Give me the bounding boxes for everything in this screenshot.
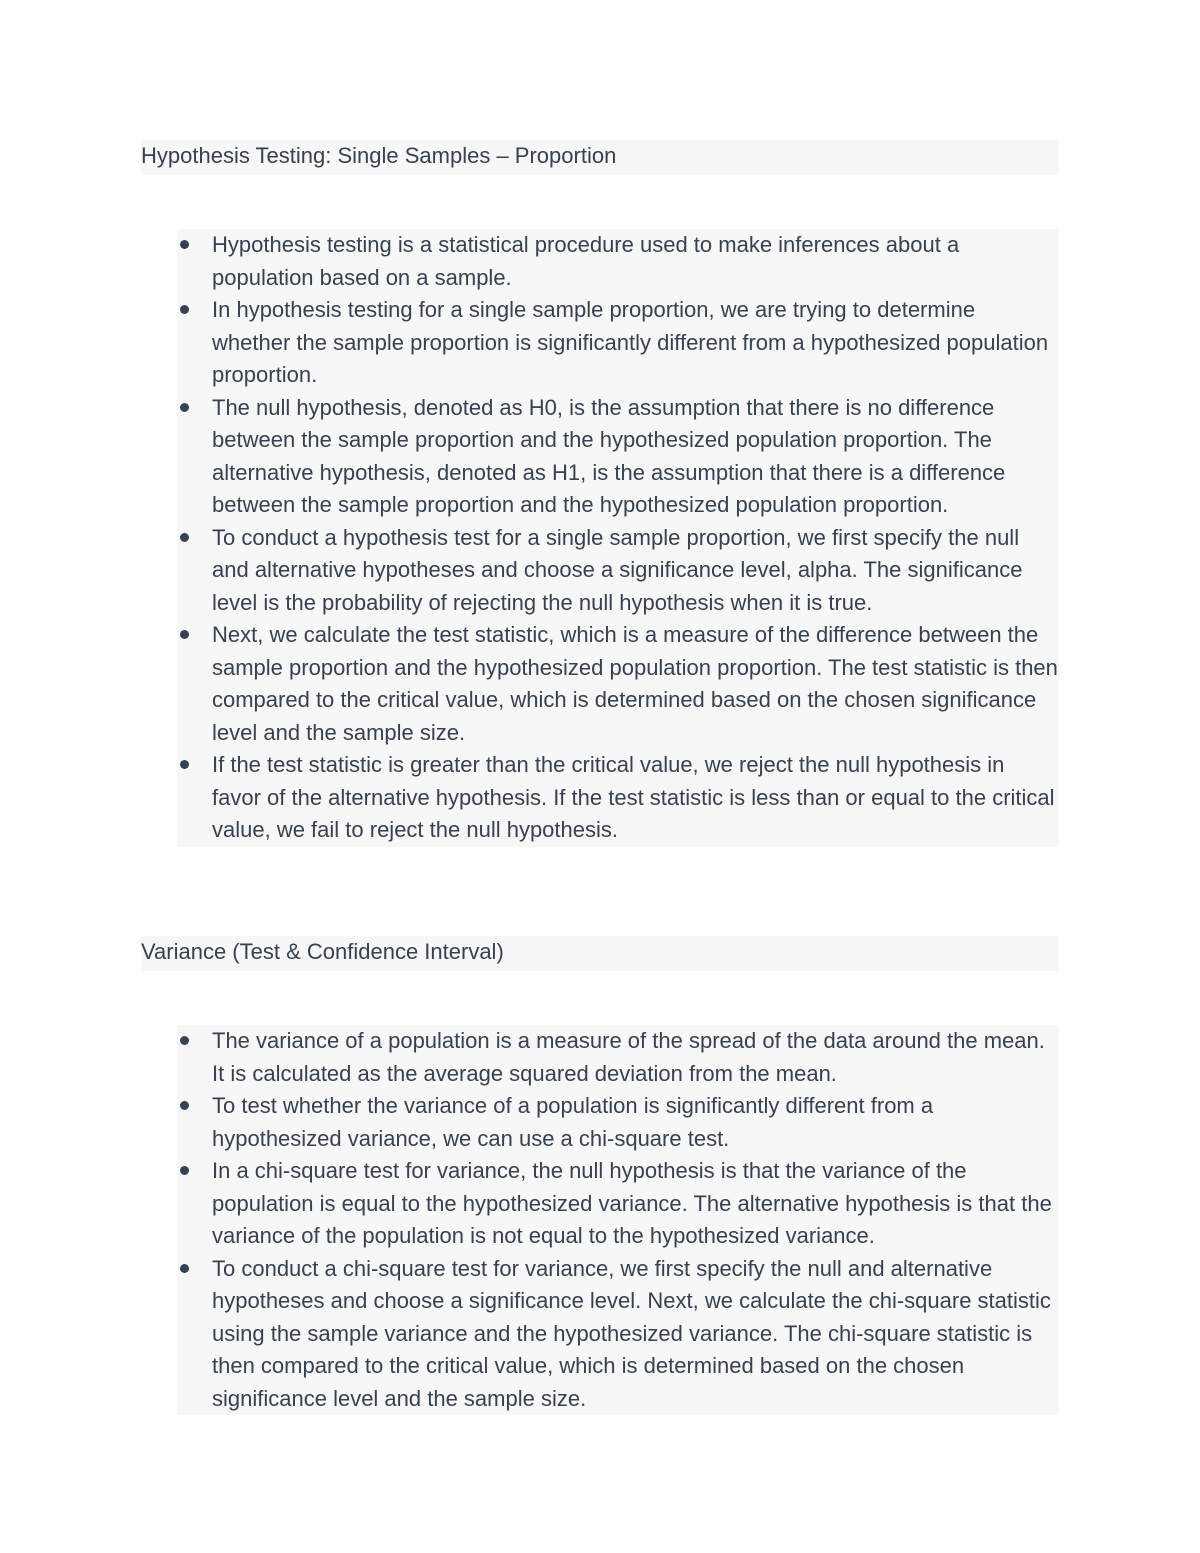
list-item [177, 749, 1059, 847]
bullet-dot-icon [180, 630, 189, 639]
bullet-dot-icon [180, 1036, 189, 1045]
bullet-list-proportion [177, 229, 1059, 847]
bullet-dot-icon [180, 533, 189, 542]
section-heading-variance: Variance (Test & Confidence Interval) [141, 936, 1059, 971]
bullet-dot-icon [180, 760, 189, 769]
list-item [177, 392, 1059, 522]
bullet-dot-icon [180, 1264, 189, 1273]
list-item-text: Next, we calculate the test statistic, which is a measure of the difference between the sample proportion and the hypothesized population proportion. The test statistic is then compared to the critical value, which is determined based on the chosen significance level and the sample size. [212, 622, 1058, 745]
list-item-text: To conduct a chi-square test for variance, we first specify the null and alternative hypotheses and choose a significance level. Next, we calculate the chi-square statistic using the sample variance and the hypothesized variance. The chi-square statistic is then compared to the critical value, which is determined based on the chosen significance level and the sample size. [212, 1255, 1051, 1411]
bullet-dot-icon [180, 1166, 189, 1175]
list-item [177, 619, 1059, 749]
list-item-text: In hypothesis testing for a single sample proportion, we are trying to determine whether the sample proportion is significantly different from a hypothesized population proportion. [212, 297, 1049, 387]
bullet-dot-icon [180, 403, 189, 412]
list-item [177, 1090, 1059, 1155]
list-item [177, 1253, 1059, 1416]
bullet-dot-icon [180, 240, 189, 249]
list-item [177, 229, 1059, 294]
list-item [177, 294, 1059, 392]
list-item-text: To test whether the variance of a population is significantly different from a hypothesized variance, we can use a chi-square test. [212, 1093, 934, 1151]
bullet-dot-icon [180, 1101, 189, 1110]
list-item-text: If the test statistic is greater than the critical value, we reject the null hypothesis in favor of the alternative hypothesis. If the test statistic is less than or equal to the critical value, we fail to reject the null hypothesis. [212, 752, 1055, 842]
list-item-text: In a chi-square test for variance, the null hypothesis is that the variance of the population is equal to the hypothesized variance. The alternative hypothesis is that the variance of the population is not equal to the hypothesized variance. [212, 1158, 1052, 1248]
list-item [177, 1155, 1059, 1253]
list-item [177, 1025, 1059, 1090]
list-item-text: Hypothesis testing is a statistical procedure used to make inferences about a population based on a sample. [212, 232, 960, 290]
list-item [177, 522, 1059, 620]
section-heading-proportion: Hypothesis Testing: Single Samples – Proportion [141, 140, 1059, 175]
list-item-text: The null hypothesis, denoted as H0, is the assumption that there is no difference between the sample proportion and the hypothesized population proportion. The alternative hypothesis, denoted as H1, is the assumption that there is a difference between the sample proportion and the hypothesized population proportion. [212, 394, 1006, 517]
list-item-text: To conduct a hypothesis test for a single sample proportion, we first specify the null and alternative hypotheses and choose a significance level, alpha. The significance level is the probability of rejecting the null hypothesis when it is true. [212, 524, 1023, 615]
bullet-dot-icon [180, 305, 189, 314]
list-item-text: The variance of a population is a measure of the spread of the data around the mean. It is calculated as the average squared deviation from the mean. [212, 1028, 1045, 1086]
bullet-list-variance [177, 1025, 1059, 1415]
